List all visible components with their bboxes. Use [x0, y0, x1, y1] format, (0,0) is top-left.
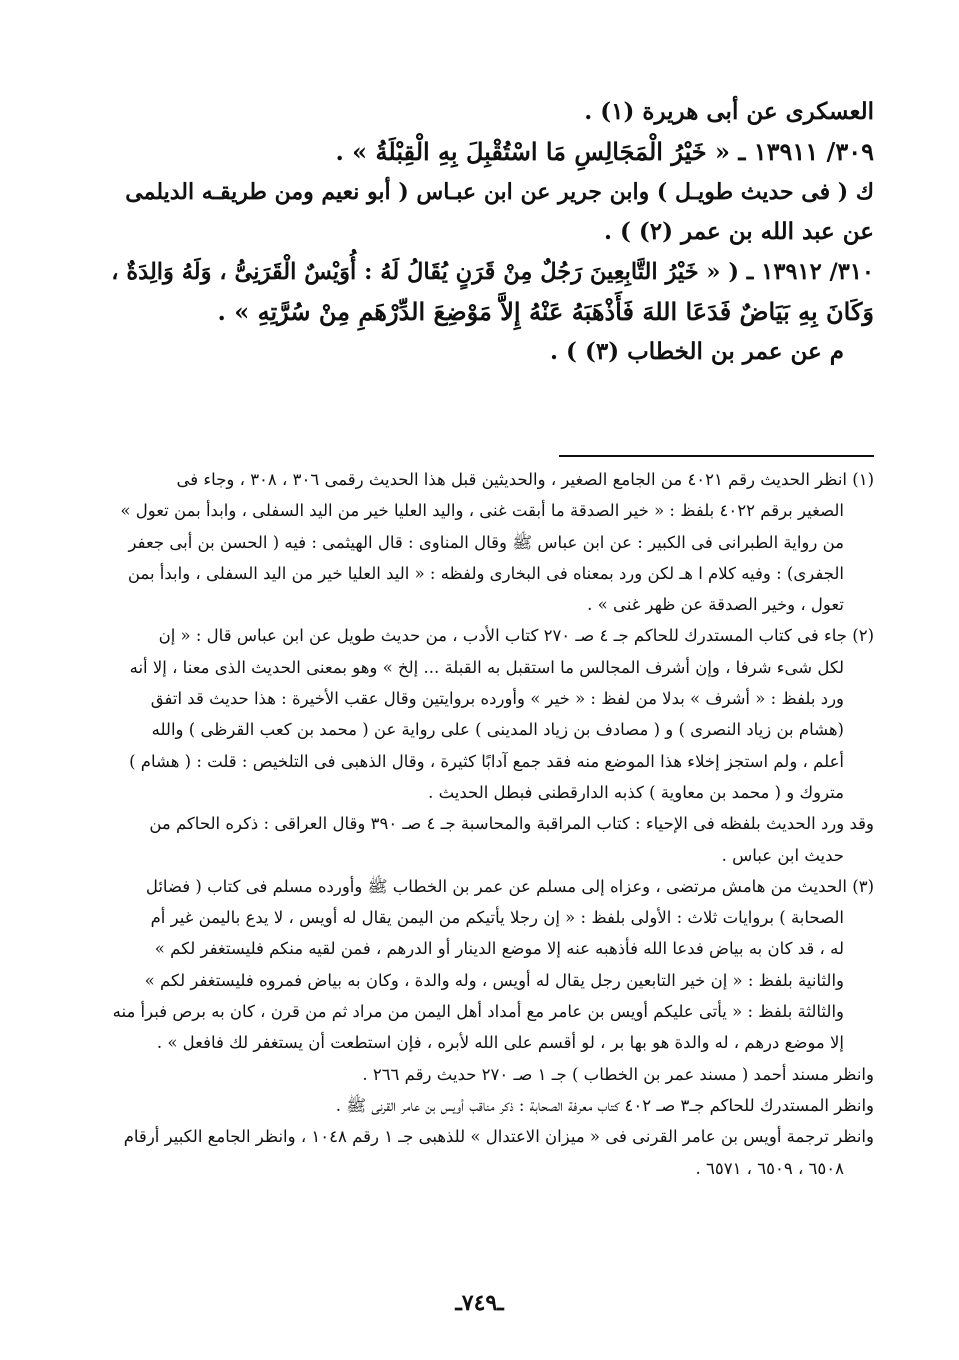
main-text	[110, 92, 874, 372]
footnote-line: الجفرى) : وفيه كلام ا هـ لكن ورد بمعناه فى البخارى ولفظه : « اليد العليا خير من اليد السفلى ، وابدأ بمن	[127, 563, 844, 583]
main-line: عن عبد الله بن عمر (٢) ) .	[603, 218, 874, 245]
footnote-divider	[559, 455, 874, 457]
footnote-line: تعول ، وخير الصدقة عن ظهر غنى » .	[587, 595, 844, 615]
footnote-line: متروك و ( محمد بن معاوية ) كذبه الدارقطنى فبطل الحديث .	[428, 782, 844, 802]
footnote-line: (١) انظر الحديث رقم ٤٠٢١ من الجامع الصغير ، والحديثين قبل هذا الحديث رقمى ٣٠٦ ، ٣٠٨ ، وجاء فى	[176, 470, 874, 489]
hadith-309: ٣٠٩/ ١٣٩١١ ـ « خَيْرُ الْمَجَالِسِ مَا اسْتُقْبِلَ بِهِ الْقِبْلَةُ » .	[335, 137, 874, 166]
footnote-line: له ، قد كان به بياض فدعا الله فأذهبه عنه إلا موضع الدينار أو الدرهم ، فمن لقيه منكم فليستغفر لكم »	[154, 939, 844, 959]
footnote-line: إلا موضع درهم ، له والدة هو بها بر ، لو أقسم على الله لأبره ، فإن استطعت أن يستغفر لك فافعل » .	[156, 1033, 844, 1053]
footnote-line: (٣) الحديث من هامش مرتضى ، وعزاه إلى مسلم عن عمر بن الخطاب ﷺ وأورده مسلم فى كتاب ( فضائل	[145, 876, 874, 896]
footnote-line: وانظر المستدرك للحاكم جـ٣ صـ ٤٠٢ كتاب معرفة الصحابة : ذكر مناقب أويس بن عامر القرنى ﷺ .	[335, 1095, 874, 1115]
footnote-line: الصغير برقم ٤٠٢٢ بلفظ : « خير الصدقة ما أبقت غنى ، واليد العليا خير من اليد السفلى ، وابدأ بمن تعول »	[120, 501, 844, 521]
footnote-line: أعلم ، ولم استجز إخلاء هذا الموضع منه فقد جمع آدابًا كثيرة ، وقال الذهبى فى التلخيص : قلت : ( هشام )	[129, 751, 844, 771]
footnote-line: والثانية بلفظ : « إن خير التابعين رجل يقال له أويس ، وله والدة ، وكان به بياض فمروه فليستغفر لكم »	[144, 970, 844, 990]
footnote-line: وقد ورد الحديث بلفظه فى الإحياء : كتاب المراقبة والمحاسبة جـ ٤ صـ ٣٩٠ وقال العراقى : ذكره الحاكم من	[149, 814, 874, 834]
footnote-line: (٢) جاء فى كتاب المستدرك للحاكم جـ ٤ صـ ٢٧٠ كتاب الأدب ، من حديث طويل عن ابن عباس قال : « إن	[158, 626, 874, 646]
page-number: ـ٧٤٩ـ	[455, 1290, 504, 1316]
footnote-line: وانظر ترجمة أويس بن عامر القرنى فى « ميزان الاعتدال » للذهبى جـ ١ رقم ١٠٤٨ ، وانظر الجامع الكبير أرقام	[123, 1127, 874, 1147]
footnote-line: ورد بلفظ : « أشرف » بدلا من لفظ : « خير » وأورده بروايتين وقال عقب الأخيرة : هذا حديث قد اتفق	[150, 689, 844, 709]
footnote-line: الصحابة ) بروايات ثلاث : الأولى بلفظ : « إن رجلا يأتيكم من اليمن يقال له أويس ، لا يدع باليمن غير أم	[150, 908, 844, 928]
footnote-line: ٦٥٠٨ ، ٦٥٠٩ ، ٦٥٧١ .	[695, 1158, 844, 1178]
footnote-line: (هشام بن زياد النصرى ) و ( مصادف بن زياد المدينى ) على رواية عن ( محمد بن كعب القرظى ) والله	[151, 720, 844, 740]
footnotes	[110, 464, 874, 1184]
main-line: وَكَانَ بِهِ بَيَاضٌ فَدَعَا اللهَ فَأَذْهَبَهُ عَنْهُ إِلاَّ مَوْضِعَ الدِّرْهَمِ مِنْ سُرَّتِهِ » .	[217, 297, 874, 326]
hadith-310: ٣١٠/ ١٣٩١٢ ـ ( « خَيْرُ التَّابِعِينَ رَجُلٌ مِنْ قَرَنٍ يُقَالُ لَهُ : أُوَيْسٌ الْقَرَنِىُّ ، وَلَهُ وَالِدَةٌ ،	[111, 259, 874, 285]
footnote-line: من رواية الطبرانى فى الكبير : عن ابن عباس ﷺ وقال المناوى : قال الهيثمى : فيه ( الحسن بن أبى جعفر	[128, 532, 844, 552]
footnote-line: والثالثة بلفظ : « يأتى عليكم أويس بن عامر مع أمداد أهل اليمن من مراد ثم من قرن ، كان به برص فبرأ منه	[112, 1002, 844, 1022]
footnote-line: حديث ابن عباس .	[721, 845, 844, 865]
footnote-line: لكل شىء شرفا ، وإن أشرف المجالس ما استقبل به القبلة ... إلخ » وهو بمعنى الحديث الذى معنا ، إلا أنه	[129, 657, 844, 677]
main-line: م عن عمر بن الخطاب (٣) ) .	[550, 338, 844, 365]
main-line: العسكرى عن أبى هريرة (١) .	[584, 98, 874, 125]
footnote-line: وانظر مسند أحمد ( مسند عمر بن الخطاب ) جـ ١ صـ ٢٧٠ حديث رقم ٢٦٦ .	[362, 1064, 874, 1084]
main-line: ك ( فى حديث طويـل ) وابن جرير عن ابن عبـاس ( أبو نعيم ومن طريقـه الديلمى	[125, 179, 874, 205]
